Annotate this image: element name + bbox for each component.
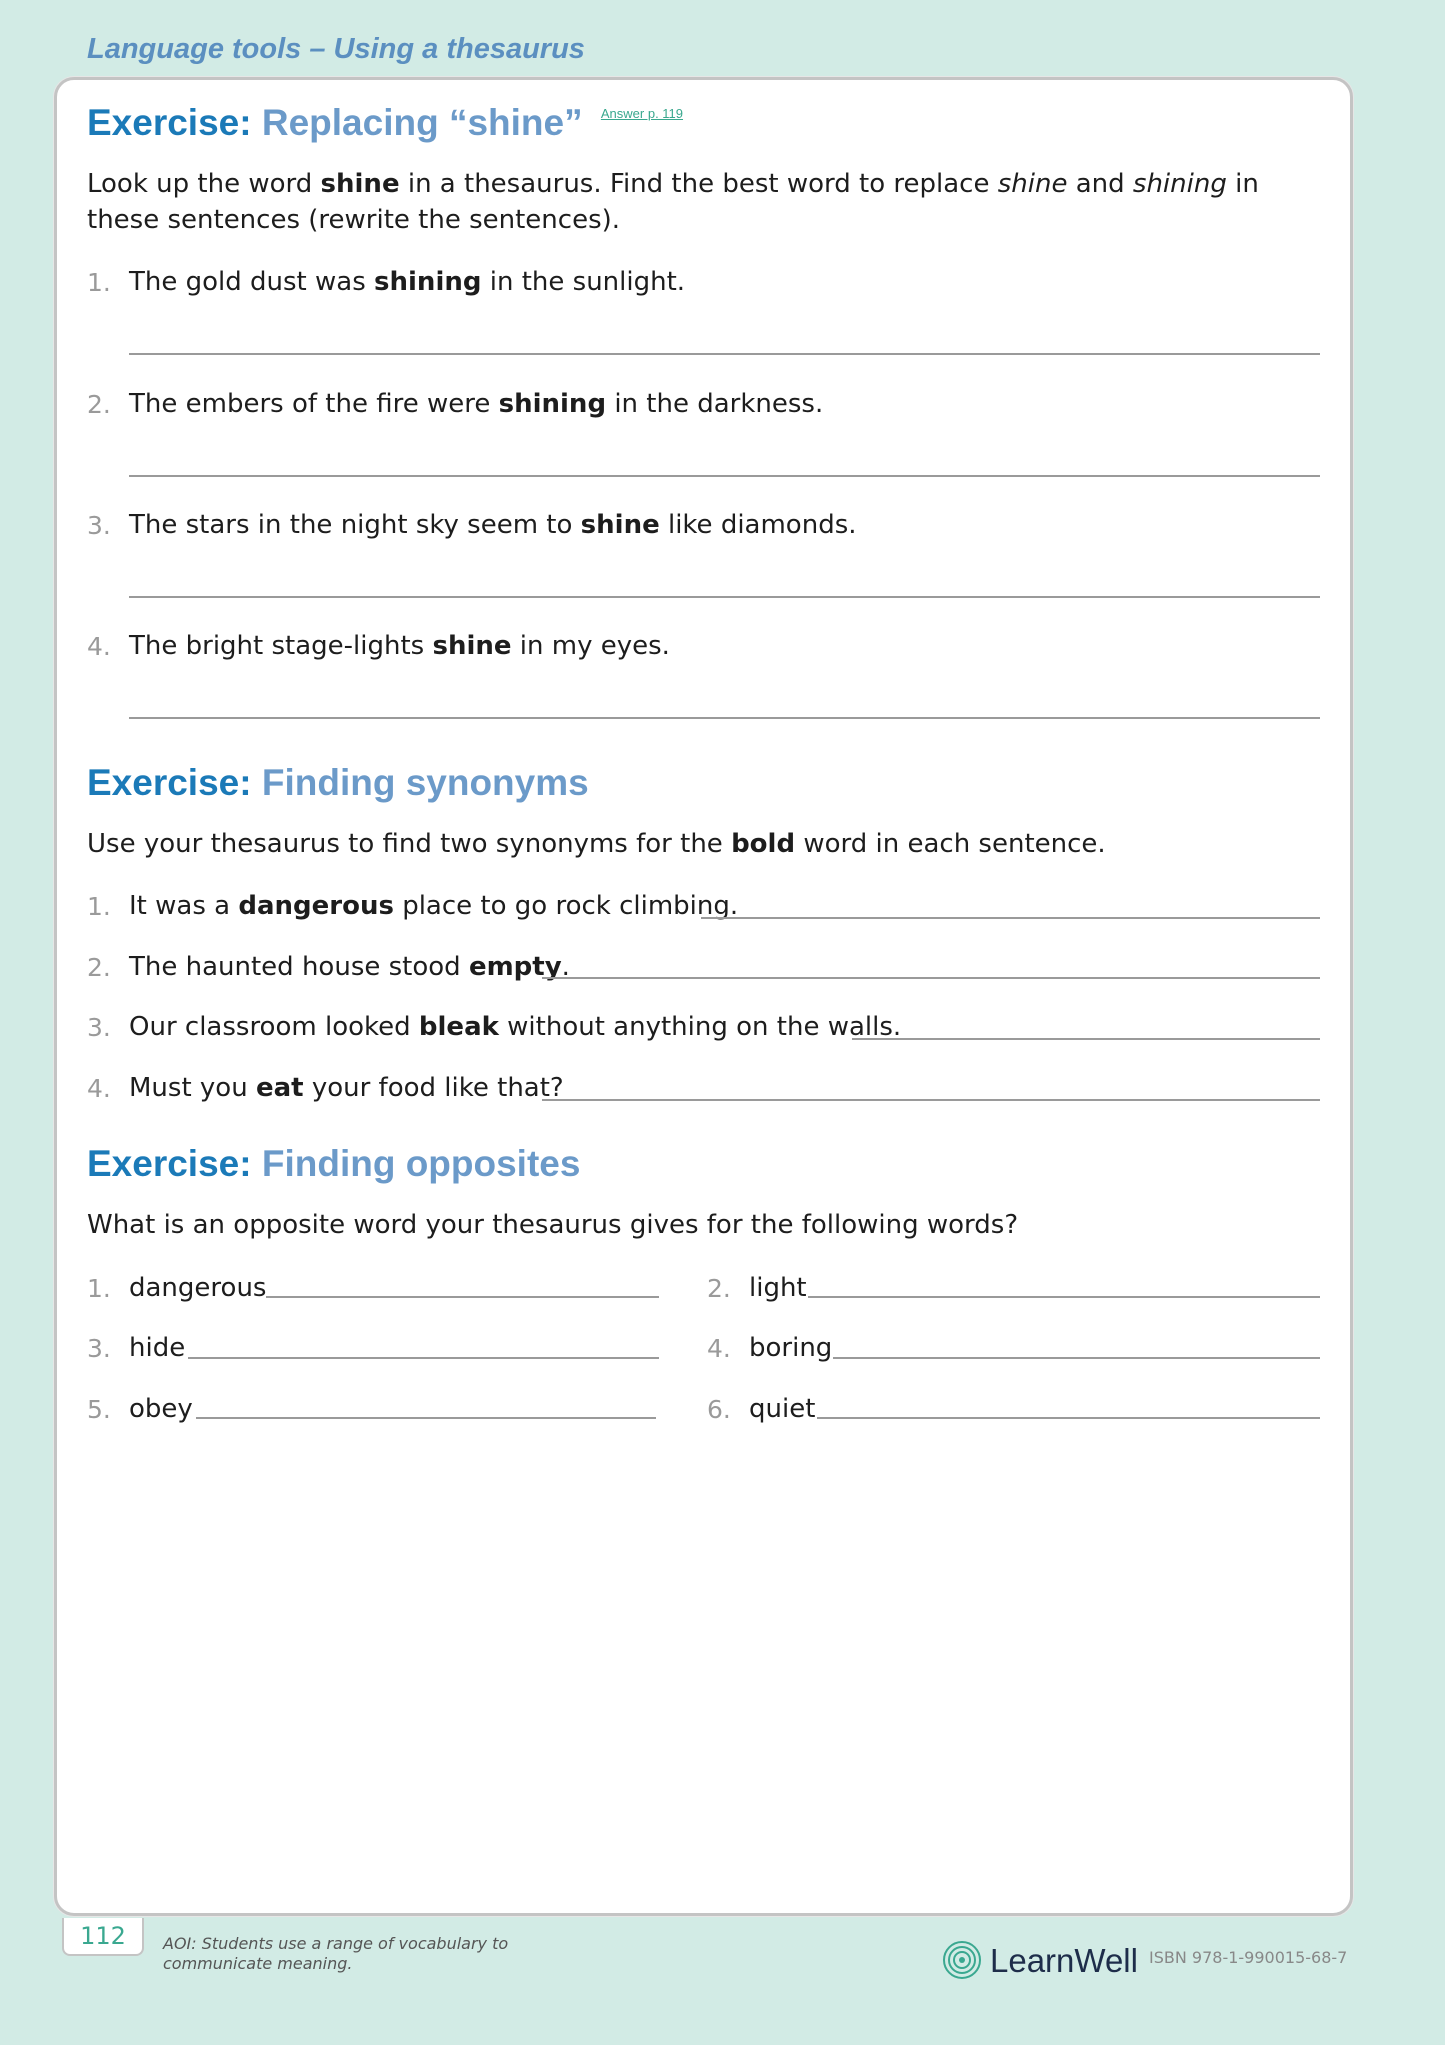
item-number: 2.: [707, 1274, 731, 1303]
item-number: 4.: [87, 632, 111, 661]
sentence: [129, 1012, 901, 1042]
bold-word: bleak: [418, 1012, 499, 1042]
exercise-2-heading: [87, 762, 589, 804]
answer-line[interactable]: [808, 1296, 1320, 1298]
exercise-2-instruction: [87, 826, 1317, 862]
item-number: 1.: [87, 1274, 111, 1303]
answer-link[interactable]: Answer p. 119: [600, 105, 684, 121]
aoi-note: AOI: Students use a range of vocabulary to communicate meaning.: [163, 1934, 509, 1973]
item-number: 1.: [87, 892, 111, 921]
bold-word: shining: [498, 389, 607, 419]
item-number: 3.: [87, 1334, 111, 1363]
brand-name: LearnWell: [990, 1942, 1138, 1979]
answer-line[interactable]: [188, 1357, 659, 1359]
text-run: It was a: [129, 891, 239, 921]
bold-word: dangerous: [238, 891, 394, 921]
text-run: in a thesaurus. Find the best word to replace: [399, 169, 998, 199]
exercise-label: Exercise:: [87, 1143, 252, 1184]
exercise-title: Finding opposites: [261, 1143, 581, 1184]
item-number: 5.: [87, 1395, 111, 1424]
exercise-3-heading: [87, 1143, 580, 1185]
page-section-header: Language tools – Using a thesaurus: [87, 33, 585, 65]
item-number: 2.: [87, 953, 111, 982]
text-run: your food like that?: [303, 1073, 564, 1103]
text-run: place to go rock climbing.: [393, 891, 739, 921]
text-run: The stars in the night sky seem to: [129, 510, 581, 540]
italic-word: shining: [1132, 169, 1227, 199]
answer-line[interactable]: [129, 353, 1320, 355]
word: dangerous: [129, 1273, 267, 1303]
item-number: 1.: [87, 268, 111, 297]
text-run: The gold dust was: [129, 267, 375, 297]
sentence: [129, 389, 823, 419]
italic-word: shine: [997, 169, 1068, 199]
answer-line[interactable]: [542, 977, 1320, 979]
sentence: [129, 952, 570, 982]
text-run: Our classroom looked: [129, 1012, 419, 1042]
exercise-1-instruction: [87, 166, 1317, 238]
sentence: [129, 891, 738, 921]
text-run: in my eyes.: [511, 631, 670, 661]
learnwell-logo-icon: [942, 1940, 982, 1980]
text-run: in the sunlight.: [481, 267, 686, 297]
bold-word: shining: [374, 267, 482, 297]
text-run: The embers of the fire were: [129, 389, 499, 419]
sentence: [129, 631, 670, 661]
text-run: Must you: [129, 1073, 256, 1103]
answer-line[interactable]: [701, 917, 1320, 919]
bold-word: shine: [580, 510, 660, 540]
text-run: like diamonds.: [659, 510, 857, 540]
bold-word: empty: [468, 952, 562, 982]
text-run: in the darkness.: [606, 389, 824, 419]
text-run: and: [1067, 169, 1133, 199]
item-number: 2.: [87, 390, 111, 419]
item-number: 3.: [87, 1013, 111, 1042]
page-number: 112: [62, 1918, 144, 1956]
text-run: word in each sentence.: [795, 829, 1106, 859]
text-run: without anything on the walls.: [498, 1012, 902, 1042]
text-run: What is an opposite word your thesaurus gives for the following words?: [87, 1210, 1019, 1240]
answer-line[interactable]: [196, 1417, 656, 1419]
answer-line[interactable]: [266, 1296, 659, 1298]
sentence: [129, 1073, 564, 1103]
text-run: in these sentences (rewrite the sentences).: [87, 169, 1259, 235]
text-run: .: [561, 952, 570, 982]
exercise-title: Finding synonyms: [261, 762, 589, 803]
answer-line[interactable]: [817, 1417, 1320, 1419]
bold-word: eat: [255, 1073, 304, 1103]
bold-word: shine: [320, 169, 400, 199]
answer-line[interactable]: [129, 717, 1320, 719]
word: hide: [129, 1333, 186, 1363]
item-number: 4.: [87, 1074, 111, 1103]
exercise-3-instruction: [87, 1207, 1317, 1243]
word: light: [749, 1273, 807, 1303]
sentence: [129, 510, 857, 540]
word: boring: [749, 1333, 833, 1363]
item-number: 3.: [87, 511, 111, 540]
text-run: Use your thesaurus to find two synonyms for the: [87, 829, 732, 859]
answer-line[interactable]: [129, 475, 1320, 477]
exercise-label: Exercise:: [87, 102, 252, 143]
item-number: 4.: [707, 1334, 731, 1363]
exercise-title: Replacing “shine”: [261, 102, 583, 143]
bold-word: bold: [731, 829, 796, 859]
answer-line[interactable]: [833, 1357, 1320, 1359]
item-number: 6.: [707, 1395, 731, 1424]
exercise-label: Exercise:: [87, 762, 252, 803]
bold-word: shine: [432, 631, 512, 661]
exercise-1-heading: [87, 102, 683, 144]
text-run: The haunted house stood: [129, 952, 469, 982]
text-run: The bright stage-lights: [129, 631, 433, 661]
isbn: ISBN 978-1-990015-68-7: [1149, 1948, 1348, 1967]
answer-line[interactable]: [542, 1099, 1320, 1101]
word: quiet: [749, 1394, 816, 1424]
sentence: [129, 267, 685, 297]
answer-line[interactable]: [129, 596, 1320, 598]
answer-line[interactable]: [852, 1038, 1320, 1040]
text-run: Look up the word: [87, 169, 321, 199]
word: obey: [129, 1394, 193, 1424]
